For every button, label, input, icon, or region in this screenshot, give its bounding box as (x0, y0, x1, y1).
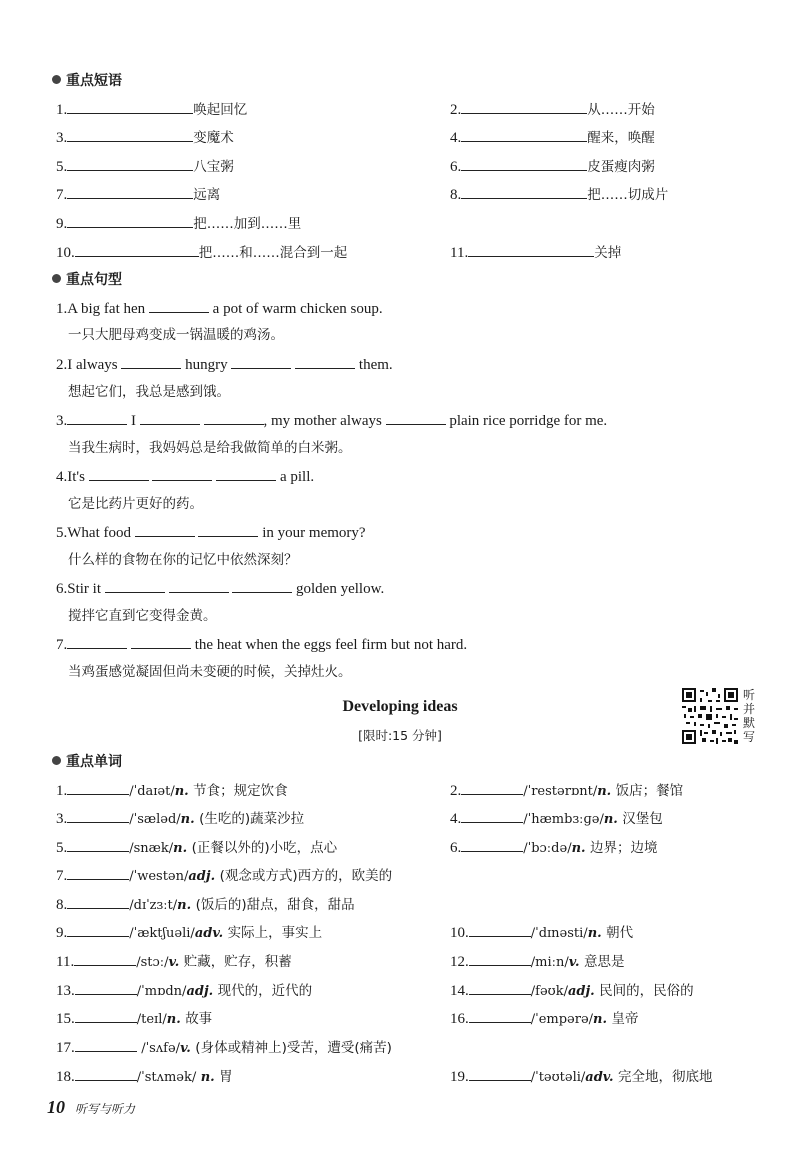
answer-blank[interactable] (74, 951, 136, 966)
bullet-dot-icon (52, 756, 61, 765)
sentence-en: 3. I , my mother always plain rice porridge for me. (56, 410, 607, 430)
bullet-dot-icon (52, 75, 61, 84)
word-row: 11. /stɔː/v. 贮藏，贮存，积蓄 (56, 951, 292, 971)
word-row: 4. /ˈhæmbɜːɡə/n. 汉堡包 (450, 808, 663, 828)
answer-blank[interactable] (469, 951, 531, 966)
answer-blank[interactable] (204, 410, 264, 425)
word-row: 6. /ˈbɔːdə/n. 边界；边境 (450, 837, 658, 857)
answer-blank[interactable] (67, 634, 127, 649)
answer-blank[interactable] (67, 837, 129, 852)
word-row: 2. /ˈrestərɒnt/n. 饭店；餐馆 (450, 780, 683, 800)
answer-blank[interactable] (67, 410, 127, 425)
sentences-heading: 重点句型 (52, 271, 122, 289)
time-limit: [限时:15 分钟] (358, 728, 442, 743)
answer-blank[interactable] (152, 466, 212, 481)
sentence-en: 1.A big fat hen a pot of warm chicken soup. (56, 298, 383, 318)
section-title: Developing ideas (342, 698, 458, 715)
answer-blank[interactable] (469, 1066, 531, 1081)
answer-blank[interactable] (295, 354, 355, 369)
phrase-row: 11. 关掉 (450, 242, 621, 262)
phrase-row: 2. 从……开始 (450, 99, 655, 119)
phrase-row: 4. 醒来，唤醒 (450, 127, 655, 147)
answer-blank[interactable] (135, 522, 195, 537)
answer-blank[interactable] (461, 99, 587, 114)
word-row: 8. /dɪˈzɜːt/n. (饭后的)甜点，甜食，甜品 (56, 894, 355, 914)
answer-blank[interactable] (67, 808, 129, 823)
footer-text: 听写与听力 (75, 1102, 136, 1116)
answer-blank[interactable] (75, 1037, 137, 1052)
word-row: 16. /ˈempərə/n. 皇帝 (450, 1008, 638, 1028)
answer-blank[interactable] (461, 184, 587, 199)
answer-blank[interactable] (140, 410, 200, 425)
sentence-en: 2.I always hungry them. (56, 354, 393, 374)
sentence-en: 6.Stir it golden yellow. (56, 578, 384, 598)
sentence-zh: 当我生病时，我妈妈总是给我做简单的白米粥。 (68, 440, 352, 456)
phrase-row: 1. 唤起回忆 (56, 99, 247, 119)
phrase-row: 5. 八宝粥 (56, 156, 234, 176)
answer-blank[interactable] (75, 1008, 137, 1023)
word-row: 19. /ˈtəʊtəli/adv. 完全地，彻底地 (450, 1066, 713, 1086)
phrase-row: 8. 把……切成片 (450, 184, 668, 204)
word-row: 14. /fəʊk/adj. 民间的，民俗的 (450, 980, 694, 1000)
answer-blank[interactable] (105, 578, 165, 593)
words-heading: 重点单词 (52, 753, 122, 771)
answer-blank[interactable] (469, 922, 531, 937)
sentence-zh: 当鸡蛋感觉凝固但尚未变硬的时候，关掉灶火。 (68, 664, 352, 680)
answer-blank[interactable] (461, 808, 523, 823)
answer-blank[interactable] (121, 354, 181, 369)
answer-blank[interactable] (461, 780, 523, 795)
answer-blank[interactable] (231, 354, 291, 369)
answer-blank[interactable] (469, 980, 531, 995)
word-row: 12. /miːn/v. 意思是 (450, 951, 624, 971)
word-row: 15. /teɪl/n. 故事 (56, 1008, 212, 1028)
word-row: 10. /ˈdɪnəsti/n. 朝代 (450, 922, 633, 942)
sentence-zh: 它是比药片更好的药。 (68, 496, 203, 512)
phrase-row: 3. 变魔术 (56, 127, 234, 147)
answer-blank[interactable] (232, 578, 292, 593)
phrase-row: 7. 远离 (56, 184, 220, 204)
answer-blank[interactable] (216, 466, 276, 481)
answer-blank[interactable] (131, 634, 191, 649)
word-row: 9. /ˈæktʃuəli/adv. 实际上，事实上 (56, 922, 322, 942)
word-row: 5. /snæk/n. (正餐以外的)小吃，点心 (56, 837, 337, 857)
answer-blank[interactable] (67, 156, 193, 171)
answer-blank[interactable] (198, 522, 258, 537)
answer-blank[interactable] (67, 127, 193, 142)
page-number: 10 (47, 1097, 65, 1117)
answer-blank[interactable] (89, 466, 149, 481)
phrase-row: 9. 把……加到……里 (56, 213, 301, 233)
word-row: 17. /ˈsʌfə/v. (身体或精神上)受苦，遭受(痛苦) (56, 1037, 392, 1057)
phrase-row: 10. 把……和……混合到一起 (56, 242, 347, 262)
sentence-en: 5.What food in your memory? (56, 522, 366, 542)
page-footer (47, 1096, 135, 1118)
answer-blank[interactable] (67, 922, 129, 937)
answer-blank[interactable] (75, 1066, 137, 1081)
answer-blank[interactable] (386, 410, 446, 425)
answer-blank[interactable] (75, 242, 199, 257)
answer-blank[interactable] (169, 578, 229, 593)
word-row: 3. /ˈsæləd/n. (生吃的)蔬菜沙拉 (56, 808, 304, 828)
sentence-en: 4.It's a pill. (56, 466, 314, 486)
answer-blank[interactable] (461, 837, 523, 852)
qr-code-icon[interactable] (682, 688, 738, 744)
answer-blank[interactable] (75, 980, 137, 995)
answer-blank[interactable] (468, 242, 594, 257)
answer-blank[interactable] (469, 1008, 531, 1023)
answer-blank[interactable] (149, 298, 209, 313)
answer-blank[interactable] (67, 184, 193, 199)
answer-blank[interactable] (461, 156, 587, 171)
bullet-dot-icon (52, 274, 61, 283)
answer-blank[interactable] (67, 894, 129, 909)
answer-blank[interactable] (461, 127, 587, 142)
answer-blank[interactable] (67, 213, 193, 228)
word-row: 7. /ˈwestən/adj. (观念或方式)西方的，欧美的 (56, 865, 392, 885)
answer-blank[interactable] (67, 99, 193, 114)
sentence-zh: 想起它们，我总是感到饿。 (68, 384, 230, 400)
sentence-zh: 搅拌它直到它变得金黄。 (68, 608, 217, 624)
word-row: 1. /ˈdaɪət/n. 节食；规定饮食 (56, 780, 288, 800)
sentence-zh: 一只大肥母鸡变成一锅温暖的鸡汤。 (68, 327, 284, 343)
phrases-heading: 重点短语 (52, 72, 122, 90)
word-row: 13. /ˈmɒdn/adj. 现代的，近代的 (56, 980, 312, 1000)
phrase-row: 6. 皮蛋瘦肉粥 (450, 156, 655, 176)
sentence-en: 7. the heat when the eggs feel firm but not hard. (56, 634, 467, 654)
sentence-zh: 什么样的食物在你的记忆中依然深刻？ (68, 552, 298, 568)
answer-blank[interactable] (67, 865, 129, 880)
answer-blank[interactable] (67, 780, 129, 795)
qr-label: 听并默写 (742, 688, 755, 744)
word-row: 18. /ˈstʌmək/ n. 胃 (56, 1066, 233, 1086)
